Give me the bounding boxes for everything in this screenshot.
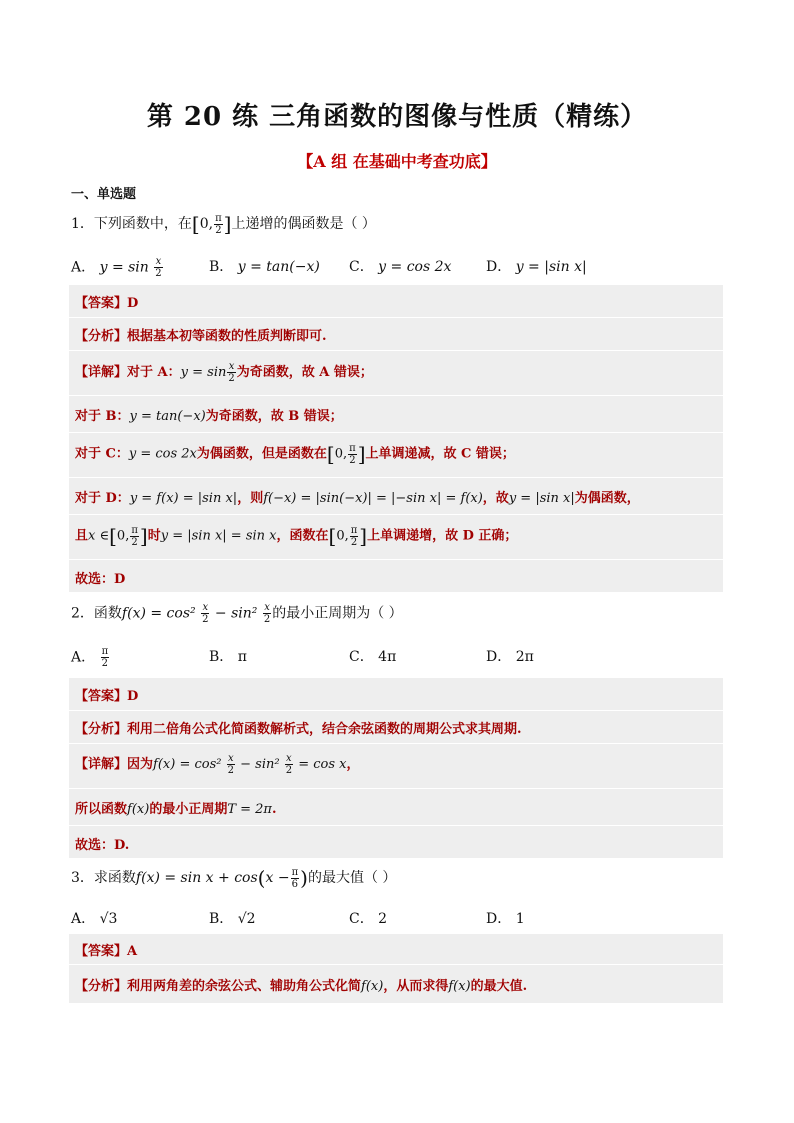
q1-option-d[interactable]: D． y = |sin x| [486, 259, 587, 275]
q3-answer-row: 【答案】A [69, 934, 723, 965]
q2-option-b[interactable]: B． π [209, 649, 247, 665]
q2-conclusion-row: 故选：D. [69, 826, 723, 859]
q1-option-b[interactable]: B． y = tan(−x) [209, 259, 320, 275]
q2-detail-row-2: 所以函数f(x)的最小正周期T = 2π. [69, 789, 723, 826]
question-1-stem: 1．下列函数中，在[0, $\frac{\pi}{2}$ ]上递增的偶函数是（ ） [71, 212, 376, 236]
q1-detail-row-3: 对于 C：y = cos 2x为偶函数，但是函数在[0, $\frac{\pi}{2}$ ]上单调递减，故 C 错误； [69, 433, 723, 478]
question-3-options [71, 908, 731, 932]
section-heading: 一、单选题 [71, 187, 137, 202]
q2-option-c[interactable]: C． 4π [349, 649, 397, 665]
q1-analysis-row: 【分析】根据基本初等函数的性质判断即可. [69, 318, 723, 351]
group-subtitle: 【A 组 在基础中考查功底】 [297, 152, 497, 171]
q1-answer-row: 【答案】D [69, 285, 723, 318]
q3-option-c[interactable]: C． 2 [349, 911, 388, 927]
q2-detail-row-1: 【详解】因为f(x) = cos² $\frac{x}{2}$ − sin² $\frac{x}{2}$ = cos x， [69, 744, 723, 789]
q3-option-a[interactable]: A． √3 [71, 911, 118, 927]
q1-conclusion-row: 故选：D [69, 560, 723, 593]
page-title: 第 20 练 三角函数的图像与性质（精练） [146, 102, 648, 132]
q3-option-b[interactable]: B． √2 [209, 911, 256, 927]
answer-label: 【答案】 [75, 296, 128, 311]
q2-analysis-row: 【分析】利用二倍角公式化简函数解析式，结合余弦函数的周期公式求其周期. [69, 711, 723, 744]
q1-detail-row-1: 【详解】对于 A：y = sin $\frac{x}{2}$ 为奇函数，故 A 错误； [69, 351, 723, 396]
q3-analysis-row: 【分析】利用两角差的余弦公式、辅助角公式化简f(x)，从而求得f(x)的最大值. [69, 965, 723, 1004]
q1-detail-row-5: 且x ∈[0, $\frac{\pi}{2}$ ]时y = |sin x| = sin x，函数在[0, $\frac{\pi}{2}$ ]上单调递增，故 D 正确； [69, 515, 723, 560]
question-1-options [71, 256, 731, 280]
q2-option-d[interactable]: D． 2π [486, 649, 534, 665]
q1-detail-row-2: 对于 B：y = tan(−x)为奇函数，故 B 错误； [69, 396, 723, 433]
q3-option-d[interactable]: D． 1 [486, 911, 525, 927]
question-2-options [71, 646, 731, 670]
q2-option-a[interactable]: A． $\frac{\pi}{2}$ [71, 646, 109, 669]
q1-detail-row-4: 对于 D：y = f(x) = |sin x|，则f(−x) = |sin(−x)| = |−sin x| = f(x)，故y = |sin x|为偶函数， [69, 478, 723, 515]
q2-answer-row: 【答案】D [69, 678, 723, 711]
question-3-stem: 3．求函数f(x) = sin x + cos(x − $\frac{\pi}{6}$ )的最大值（ ） [71, 866, 397, 890]
question-2-stem: 2．函数f(x) = cos² $\frac{x}{2}$ − sin² $\frac{x}{2}$ 的最小正周期为（ ） [71, 602, 403, 625]
q1-option-a[interactable]: A． y = sin $\frac{x}{2}$ [71, 256, 162, 279]
q1-option-c[interactable]: C． y = cos 2x [349, 259, 452, 275]
